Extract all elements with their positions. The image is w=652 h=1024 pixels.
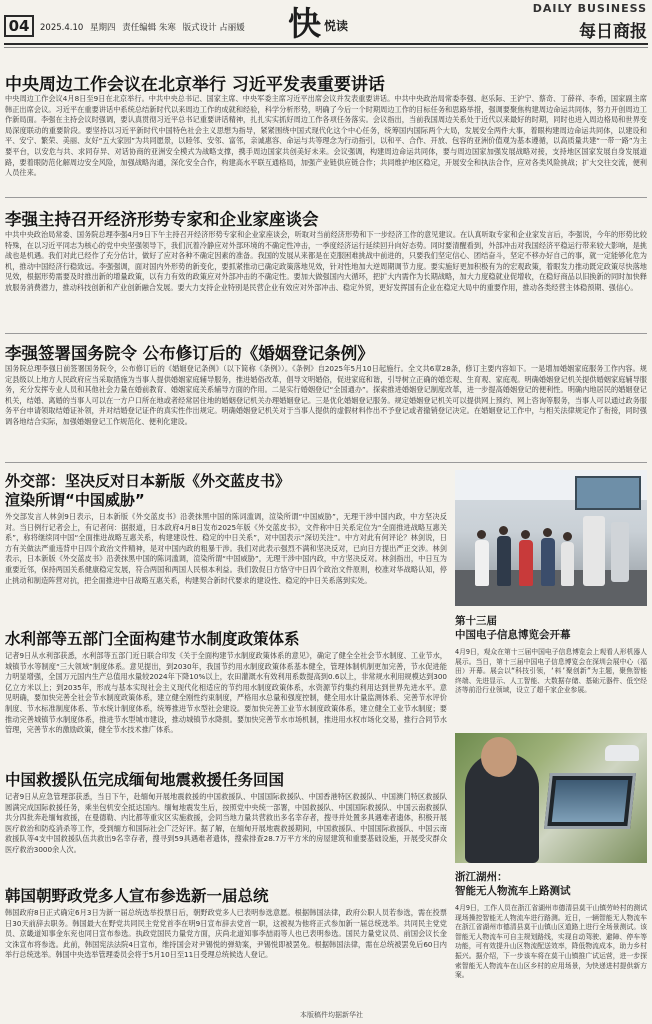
paper-name-cn: 每日商报 [579,22,647,42]
divider [5,197,647,198]
article-headline-line2: 渲染所谓“中国威胁” [5,491,145,508]
section-name: 悦读 [324,19,349,33]
laptop-screen [552,780,628,822]
article-foreign-ministry [5,470,447,612]
vehicle-shape [605,745,639,761]
article-rescue-team [5,768,447,880]
article-body: 中央周边工作会议4月8日至9日在北京举行。中共中央总书记、国家主席、中央军委主席习近平出席会议并发表重要讲话。中共中央政治局常委李强、赵乐际、王沪宁、蔡奇、丁薛祥、李希，国家副主席韩正出席会议。习近平在重要讲话中系统总结新时代以来周边工作的成就和经验，科学分析形势，明确了今后一个时期周边工作的目标任务和思路举措，强调要聚焦构建周边命运共同体，努力开创周边工作新局面。李强在主持会议时强调，要认真贯彻习近平总书记重要讲话精神，扎扎实实抓好周边工作各项任务落实。会议指出，当前我国周边关系处于近代以来最好的时期，同时也进入周边格局和世界变局深度联动的重要阶段。要坚持以习近平新时代中国特色社会主义思想为指导，紧紧围绕中国式现代化这个中心任务，统筹国内国际两个大局，发展安全两件大事，着眼构建周边命运共同体，以建设和平、安宁、繁荣、美丽、友好“五大家园”为共同愿景，以睦邻、安邻、富邻，亲诚惠容、命运与共等理念为行动指引，以和平、合作、开放、包容的亚洲价值观为基本遵循，以高质量共建“一带一路”为主要平台，以安危与共、求同存异、对话协商的亚洲安全模式为战略支撑，携手周边国家共创美好未来。会议强调，构建周边命运共同体，要与周边国家加强发展战略对接，支持地区国家发展自身发展道路，要着眼防范化解周边安全风险，加强战略沟通，深化安全合作，构建高水平联互通格局，加强产业链供应链合作；共同维护地区稳定，开展安全和执法合作，应对各类风险挑战；扩大交往交流，便利人员往来。 [5,94,647,178]
article-headline: 李强签署国务院令 公布修订后的《婚姻登记条例》 [5,344,374,363]
visitor [519,540,533,586]
photo-robot-exhibition [455,470,647,606]
masthead [0,0,652,44]
visitor [497,536,511,586]
issue-designer: 版式设计 占丽媛 [182,23,245,33]
visitor-head [521,530,530,539]
operator-head [481,737,517,777]
article-headline: 水利部等五部门全面构建节水制度政策体系 [5,630,300,648]
article-body: 记者9日从应急管理部获悉，当日下午，赴缅甸开展地震救援的中国救援队、中国国际救援队、中国香港特区救援队、中国澳门特区救援队圆满完成国际救援任务，乘坐包机安全抵达国内。缅甸地震发生后，按照党中央统一部署，中国救援队、中国国际救援队、中国云南救援队共分四批奔赴缅甸救援，在曼德勒、内比都等重灾区实施救援，会同当地力量共营救出多名幸存者，搜寻并处置多具遇难者遗体，积极开展医疗救治和防疫消杀等工作，受到缅方和国际社会广泛好评。据了解，在缅甸开展地震救援期间，中国救援队、中国国际救援队、中国云南救援队等4支中国救援队伍共救出9名幸存者，搜寻到59具遇难者遗体，搜索排查28.7万平方米的房屋建筑和重要基础设施，开展受灾群众医疗救治3000余人次。 [5,792,447,854]
photo2-title [455,870,571,898]
source-line: 本版稿件均据新华社 [300,1011,363,1019]
article-body: 国务院总理李强日前签署国务院令，公布修订后的《婚姻登记条例》（以下简称《条例》）。《条例》自2025年5月10日起施行。全文共6章28条，修订主要内容如下。一是增加婚姻家庭服务工作内容。规定县级以上地方人民政府应当采取措施为当事人提供婚姻家庭辅导服务，推进婚俗改革，倡导文明婚俗，促进家庭和谐，引导树立正确的婚恋观、生育观、家庭观。明确婚姻登记机关提供婚姻家庭辅导服务，充分发挥专业人员和其他社会力量在婚前教育、婚姻家庭关系辅导方面的作用。二是实行婚姻登记“全国通办”。探索推进婚姻登记制度改革，进一步提高婚姻登记的便利性。明确内地居民的婚姻登记机关，结婚、离婚的当事人可以在一方户口所在地或者经常居住地的婚姻登记机关办理婚姻登记。三是优化婚姻登记服务。规定婚姻登记机关可以提供网上预约、网上咨询等服务，当事人可以通过政务服务平台申请领取结婚证补领，并对结婚登记证件的真实性作出规定。明确婚姻登记机关对于当事人提供的虚假材料作出不予登记或者撤销登记决定。在婚姻登记工作中，与相关法律规定作了衔接，同时强调各地结合实际，加强婚姻登记工作规范化、便利化建设。 [5,364,647,426]
article-economy-forum [5,206,647,336]
article-headline: 中国救援队伍完成缅甸地震救援任务回国 [5,771,285,789]
issue-weekday: 星期四 [89,23,116,33]
photo-screen [575,476,641,510]
photo-autonomous-vehicle [455,733,647,863]
section-big-char: 快 [288,4,321,43]
masthead-rule [4,43,648,45]
article-marriage-regulation [5,340,647,460]
article-headline-line1: 外交部：坚决反对日本新版《外交蓝皮书》 [5,472,291,489]
visitor [561,542,574,586]
paper-name-en: DAILY BUSINESS [532,2,647,15]
visitor-head [543,528,552,537]
section-brand [288,2,348,42]
robot-figure [583,516,605,586]
issue-info [40,21,249,33]
photo2-title-line2: 智能无人物流车上路测试 [455,885,571,897]
visitor-head [499,526,508,535]
article-body: 韩国政府8日正式确定6月3日为新一届总统选举投票日后，朝野政党多人已表明参选意愿。根据韩国法律，政府公职人员若参选，需在投票日30天前辞去职务。韩国最大在野党共同民主党党首李在明9日宣布辞去党首一职，这被视为他将正式参加新一届总统选举。共同民主党党员、京畿道知事金东兖也同日宣布参选。执政党国民力量党方面，庆尚北道知事李喆雨等人也已表明参选。国民力量党议员、前国会议长金文洙宣布将参选。此前，韩国宪法法院4日宣布，维持国会对尹锡悦的弹劾案，尹锡悦即被罢免。根据韩国法律，需在总统被罢免后60日内举行总统选举。韩国中央选举管理委员会将于5月10日至11日受理总统候选人登记。 [5,908,447,960]
visitor [475,540,489,586]
visitor [541,538,555,586]
issue-editor: 责任编辑 朱寒 [122,23,176,33]
article-central-conference [5,70,647,208]
article-headline: 韩国朝野政党多人宣布参选新一届总统 [5,887,269,905]
article-body: 外交部发言人林剑9日表示，日本新版《外交蓝皮书》沿袭抹黑中国的陈词滥调，渲染所谓“中国威胁”，无理干涉中国内政，中方坚决反对。当日例行记者会上，有记者问：据报道，日本政府4月8日发布2025年版《外交蓝皮书》，文件称中日关系定位为“全面推进战略互惠关系”，称将继续同中国“全面推进战略互惠关系，构建建设性、稳定的中日关系”，对中国表示“深切关注”。中方对此有何评论？林剑说，日方有关做法严重违背中日四个政治文件精神，是对中国内政的粗暴干涉。我们对此表示强烈不满和坚决反对，已向日方提出严正交涉。林剑表示，日本新版《外交蓝皮书》沿袭抹黑中国的陈词滥调，渲染所谓“中国威胁”，无理干涉中国内政，中方坚决反对。林剑指出，中日互为重要近邻，保持两国关系健康稳定发展，符合两国和两国人民根本利益。我们敦促日方恪守中日四个政治文件原则，校准对华战略认知，停止挑动和制造阵营对抗，把全面推进中日战略互惠关系，构建契合新时代要求的建设性、稳定的中日关系落到实处。 [5,512,447,585]
laptop [544,773,636,829]
article-headline: 中央周边工作会议在北京举行 习近平发表重要讲话 [5,75,385,94]
photo1-title [455,614,571,642]
visitor-head [477,530,486,539]
article-headline: 李强主持召开经济形势专家和企业家座谈会 [5,210,319,229]
page-number: 04 [4,15,34,37]
photo1-title-line2: 中国电子信息博览会开幕 [455,629,571,641]
photo1-caption: 4月9日，观众在第十三届中国电子信息博览会上观看人形机器人展示。当日，第十三届中国电子信息博览会在深圳会展中心（福田）开幕。展会以“科技引领，‘料’聚创新”为主题，聚焦智能终端、先进显示、人工智能、大数据存储、基础元器件、低空经济等前沿行业领域，设立了超千家企业参展。 [455,648,647,695]
photo2-caption: 4月9日，工作人员在浙江省湖州市德清县莫干山镇劳岭村的测试现场操控智能无人物流车进行路测。近日，一辆智能无人物流车在浙江省湖州市德清县莫干山镇山区道路上进行全场景测试。该智能无人物流车可自主规划路线，实现自动驾驶、避障、停车等功能，可有效提升山区物流配送效率，降低物流成本，助力乡村振兴。据介绍，下一步该车将在莫干山镇推广试运营，进一步探索智能无人物流车在山区乡村的应用场景，为快递进村提供新方案。 [455,904,647,980]
photo2-title-line1: 浙江湖州： [455,871,508,883]
masthead-rule-thin [4,47,648,48]
robot-figure [611,522,629,582]
article-water-saving [5,627,447,765]
article-body: 记者9日从水利部获悉，水利部等五部门近日联合印发《关于全面构建节水制度政策体系的意见》，确定了健全全社会节水制度、工业节水，城镇节水等制度“三大领域”制度体系。意见提出，到2030年，我国节约用水制度政策体系基本健全，管理体制机制更加完善，节水促进能力明显增强，全国万元国内生产总值用水量较2024年下降10%以上，农田灌溉水有效利用系数提高到0.6以上，非常规水利用规模达到300亿立方米以上；到2035年，形成与基本实现社会主义现代化相适应的节约用水制度政策体系，水资源节约集约利用达到世界先进水平。意见明确，要加快完善全社会节水制度政策体系，建立健全刚性约束制度，严格用水总量和强度控制，健全用水计量监测体系、完善节水评价制度、节水标准制度体系、节水统计制度体系，统筹推进节水型社会建设。要加快完善工业节水制度政策体系，建立健全工业节水制度；要推动完善城镇节水制度体系，推进节水型城市建设，推动城镇节水降损。要加快完善节水市场机制，推进用水权市场化交易，推行合同节水管理，完善节水的激励政策，健全节水技术推广体系。 [5,651,447,735]
issue-date: 2025.4.10 [40,23,84,33]
article-korea-election [5,884,447,1012]
photo1-title-line1: 第十三届 [455,615,497,627]
divider [5,333,647,334]
divider [5,462,647,463]
article-body: 中共中央政治局常委、国务院总理李强4月9日下午主持召开经济形势专家和企业家座谈会，听取对当前经济形势和下一步经济工作的意见建议。在认真听取专家和企业家发言后，李强说，今年的形势比较特殊，在以习近平同志为核心的党中央坚强领导下，我们沉着冷静应对外部环境的不确定性冲击，一季度经济运行延续回升向好态势。同时要清醒看到，外部冲击对我国经济平稳运行带来较大影响，是挑战也是机遇。我们对此已经作了充分估计，做好了应对各种不确定因素的准备。我国的发展从来都是在克服困难挑战中前进的，只要我们坚定信心、团结奋斗，坚定不移办好自己的事，就一定能够化危为机，推动中国经济行稳致远。李强强调，面对国内外形势的新变化，要抓紧推动已确定政策落地见效，针对性地加大逆周期调节力度。要实施好更加积极有为的宏观政策，着眼发力推动既定政策尽快落地见效，根据形势需要及时推出新的增量政策，以有力有效的政策应对外部冲击的不确定性。要加大做强国内大循环，把扩大内需作为长期战略，加大力度稳就业促增收，在稳好商品以旧换新的同时加快释放服务消费潜力，推动科技创新和产业创新融合发展。要大力支持企业特别是民营企业有效应对外部冲击、稳定外贸，更好发挥国有企业在稳定大局中的重要作用，推动各类经营主体稳预期、强信心。 [5,230,647,292]
visitor-head [563,532,572,541]
